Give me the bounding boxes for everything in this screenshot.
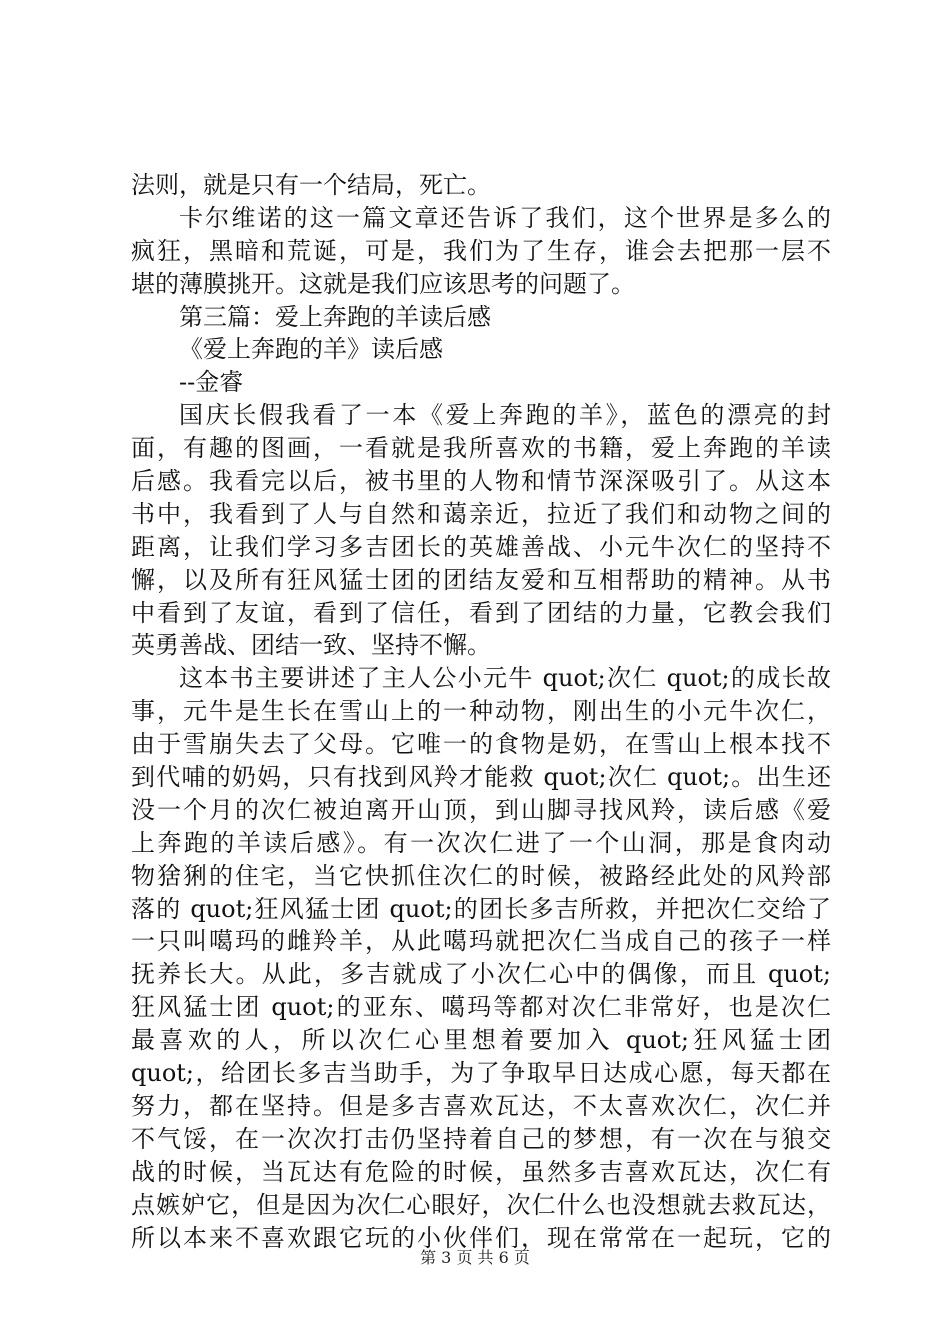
text-line: 法则，就是只有一个结局，死亡。 [131,171,491,199]
page-footer: 第 3 页 共 6 页 [420,1248,530,1267]
text-line: 到代哺的奶妈，只有找到风羚才能救 quot;次仁 quot;。出生还 [131,763,831,792]
text-line: 疯狂，黑暗和荒诞，可是，我们为了生存，谁会去把那一层不 [131,236,831,265]
text-line: quot;，给团长多吉当助手，为了争取早日达成心愿，每天都在 [131,1059,831,1088]
text-line: 点嫉妒它，但是因为次仁心眼好，次仁什么也没想就去救瓦达， [131,1190,831,1219]
text-line: 抚养长大。从此，多吉就成了小次仁心中的偶像，而且 quot; [131,960,831,989]
text-line: 狂风猛士团 quot;的亚东、噶玛等都对次仁非常好，也是次仁 [131,993,831,1022]
text-line: 一只叫噶玛的雌羚羊，从此噶玛就把次仁当成自己的孩子一样 [131,927,831,956]
text-line: 英勇善战、团结一致、坚持不懈。 [131,631,491,660]
text-line: 懈，以及所有狂风猛士团的团结友爱和互相帮助的精神。从书 [131,565,831,594]
text-line: --金睿 [179,368,244,397]
text-line: 不气馁，在一次次打击仍坚持着自己的梦想，有一次在与狼交 [131,1124,831,1153]
text-line: 战的时候，当瓦达有危险的时候，虽然多吉喜欢瓦达，次仁有 [131,1157,831,1186]
text-line: 努力，都在坚持。但是多吉喜欢瓦达，不太喜欢次仁，次仁并 [131,1091,831,1120]
text-line: 面，有趣的图画，一看就是我所喜欢的书籍，爱上奔跑的羊读 [131,434,831,463]
text-line: 第三篇：爱上奔跑的羊读后感 [179,302,491,331]
text-line: 卡尔维诺的这一篇文章还告诉了我们，这个世界是多么的 [179,203,831,232]
text-line: 书中，我看到了人与自然和蔼亲近，拉近了我们和动物之间的 [131,499,831,528]
text-line: 由于雪崩失去了父母。它唯一的食物是奶，在雪山上根本找不 [131,730,831,759]
text-line: 距离，让我们学习多吉团长的英雄善战、小元牛次仁的坚持不 [131,532,831,561]
text-line: 中看到了友谊，看到了信任，看到了团结的力量，它教会我们 [131,598,831,627]
text-line: 最喜欢的人，所以次仁心里想着要加入 quot;狂风猛士团 [131,1026,831,1055]
text-line: 后感。我看完以后，被书里的人物和情节深深吸引了。从这本 [131,467,831,496]
text-line: 这本书主要讲述了主人公小元牛 quot;次仁 quot;的成长故 [179,664,831,693]
text-line: 国庆长假我看了一本《爱上奔跑的羊》，蓝色的漂亮的封 [179,401,831,430]
text-line: 物猞猁的住宅，当它快抓住次仁的时候，被路经此处的风羚部 [131,861,831,890]
text-line: 事，元牛是生长在雪山上的一种动物，刚出生的小元牛次仁， [131,697,831,726]
document-body [131,169,831,1254]
text-line: 堪的薄膜挑开。这就是我们应该思考的问题了。 [131,269,635,298]
text-line: 没一个月的次仁被迫离开山顶，到山脚寻找风羚，读后感《爱 [131,795,831,824]
text-line: 《爱上奔跑的羊》读后感 [179,335,443,364]
text-line: 所以本来不喜欢跟它玩的小伙伴们，现在常常在一起玩，它的 [131,1223,831,1252]
text-line: 上奔跑的羊读后感》。有一次次仁进了一个山洞，那是食肉动 [131,828,831,857]
text-line: 落的 quot;狂风猛士团 quot;的团长多吉所救，并把次仁交给了 [131,894,831,923]
